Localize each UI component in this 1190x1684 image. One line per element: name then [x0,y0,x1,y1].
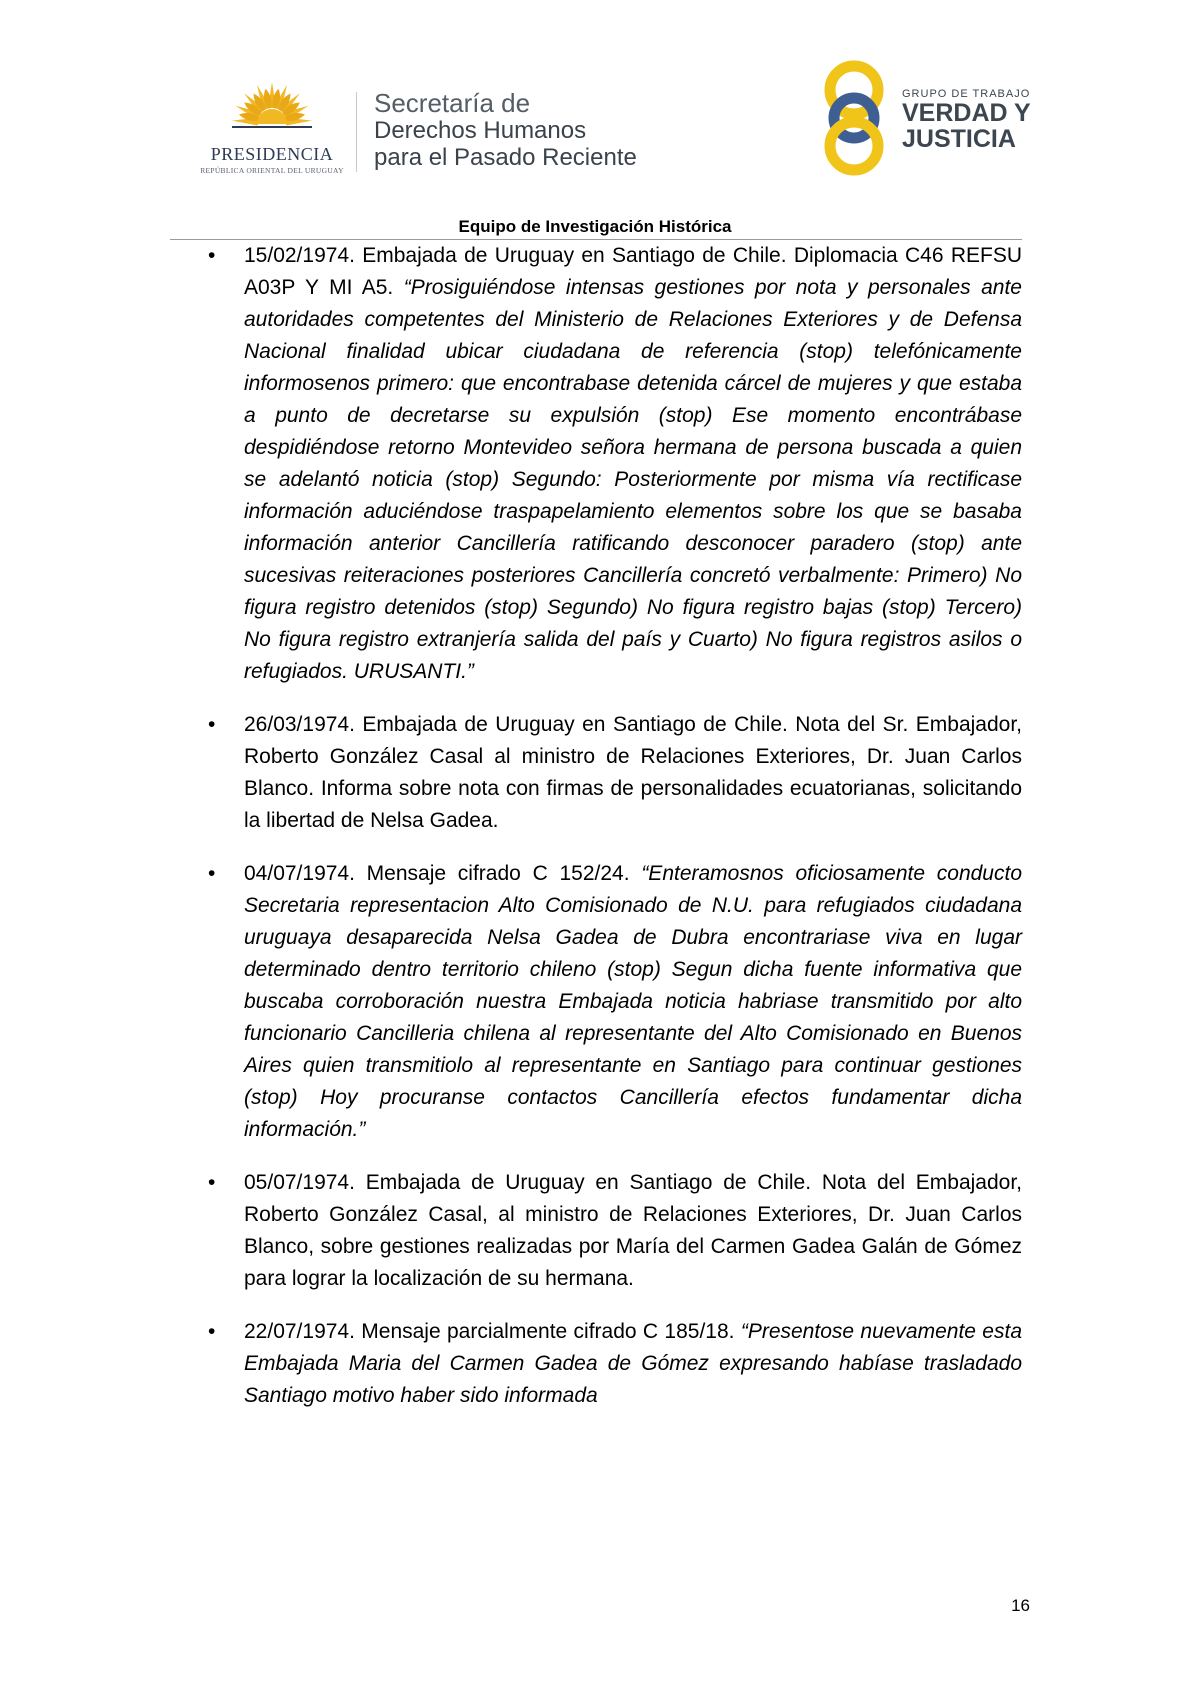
list-item [202,709,1022,837]
entry-lead: 04/07/1974. Mensaje cifrado C 152/24. [244,862,642,885]
list-item [202,1316,1022,1412]
bullet-icon: • [208,862,216,885]
list-item [202,240,1022,688]
entry-text [244,709,1022,837]
logo-divider [356,92,357,172]
presidencia-logo [196,78,348,178]
entry-quote: “Presentose nuevamente esta Embajada Maria del Carmen Gadea de Gómez expresando habíase trasladado Santiago motivo haber sido informada [244,1320,1022,1407]
secretaria-line-2: Derechos Humanos [374,117,587,144]
secretaria-title [374,90,704,171]
grupo-line-1: GRUPO DE TRABAJO [902,88,1031,100]
sun-emblem-icon [230,78,314,150]
verdad-justicia-text [902,88,1052,152]
grupo-line-3: JUSTICIA [902,125,1016,153]
entry-lead: 05/07/1974. Embajada de Uruguay en Santiago de Chile. Nota del Embajador, Roberto González Casal, al ministro de Relaciones Exteriores, Dr. Juan Carlos Blanco, sobre gestiones realizadas por María del Carmen Gadea Galán de Gómez para lograr la localización de su hermana. [244,1171,1022,1290]
secretaria-line-3: para el Pasado Reciente [374,144,637,171]
verdad-justicia-logo [818,58,1048,178]
entry-quote: “Enteramosnos oficiosamente conducto Secretaria representacion Alto Comisionado de N.U. para refugiados ciudadana uruguaya desaparecida Nelsa Gadea de Dubra encontrariase viva en lugar determinado dentro territorio chileno (stop) Segun dicha fuente informativa que buscaba corroboración nuestra Embajada noticia habriase transmitido por alto funcionario Cancilleria chilena al representante del Alto Comisionado en Buenos Aires quien transmitiolo al representante en Santiago para continuar gestiones (stop) Hoy procuranse contactos Cancillería efectos fundamentar dicha información.” [244,862,1022,1141]
entry-lead: 15/02/1974. Embajada de Uruguay en Santiago de Chile. Diplomacia C46 REFSU A03P Y MI A5. [244,244,1022,299]
page-number: 16 [1011,1596,1030,1615]
entry-text [244,1167,1022,1295]
entry-lead: 26/03/1974. Embajada de Uruguay en Santiago de Chile. Nota del Sr. Embajador, Roberto González Casal al ministro de Relaciones Exteriores, Dr. Juan Carlos Blanco. Informa sobre nota con firmas de personalidades ecuatorianas, solicitando la libertad de Nelsa Gadea. [244,713,1022,832]
entry-lead: 22/07/1974. Mensaje parcialmente cifrado C 185/18. [244,1320,741,1343]
bullet-icon: • [208,713,216,736]
entry-text [244,240,1022,688]
document-body [202,240,1022,1433]
presidencia-name: PRESIDENCIA [210,144,334,164]
secretaria-line-1: Secretaría de [374,88,531,118]
list-item [202,1167,1022,1295]
entry-text [244,1316,1022,1412]
grupo-line-2: VERDAD Y [902,99,1031,127]
bullet-icon: • [208,244,216,267]
bullet-icon: • [208,1320,216,1343]
list-item [202,858,1022,1146]
bullet-icon: • [208,1171,216,1194]
page-header [0,0,1190,240]
team-title: Equipo de Investigación Histórica [458,217,732,236]
presidencia-subtitle: REPÚBLICA ORIENTAL DEL URUGUAY [200,166,344,175]
entry-quote: “Prosiguiéndose intensas gestiones por nota y personales ante autoridades competentes del Ministerio de Relaciones Exteriores y de Defensa Nacional finalidad ubicar ciudadana de referencia (stop) telefónicamente informosenos primero: que encontrabase detenida cárcel de mujeres y que estaba a punto de decretarse su expulsión (stop) Ese momento encontrábase despidiéndose retorno Montevideo señora hermana de persona buscada a quien se adelantó noticia (stop) Segundo: Posteriormente por misma vía rectificase información aduciéndose traspapelamiento elementos sobre los que se basaba información anterior Cancillería ratificando desconocer paradero (stop) ante sucesivas reiteraciones posteriores Cancillería concretó verbalmente: Primero) No figura registro detenidos (stop) Segundo) No figura registro bajas (stop) Tercero) No figura registro extranjería salida del país y Cuarto) No figura registros asilos o refugiados. URUSANTI.” [244,276,1022,683]
interlocked-rings-icon [818,58,898,178]
entry-text [244,858,1022,1146]
